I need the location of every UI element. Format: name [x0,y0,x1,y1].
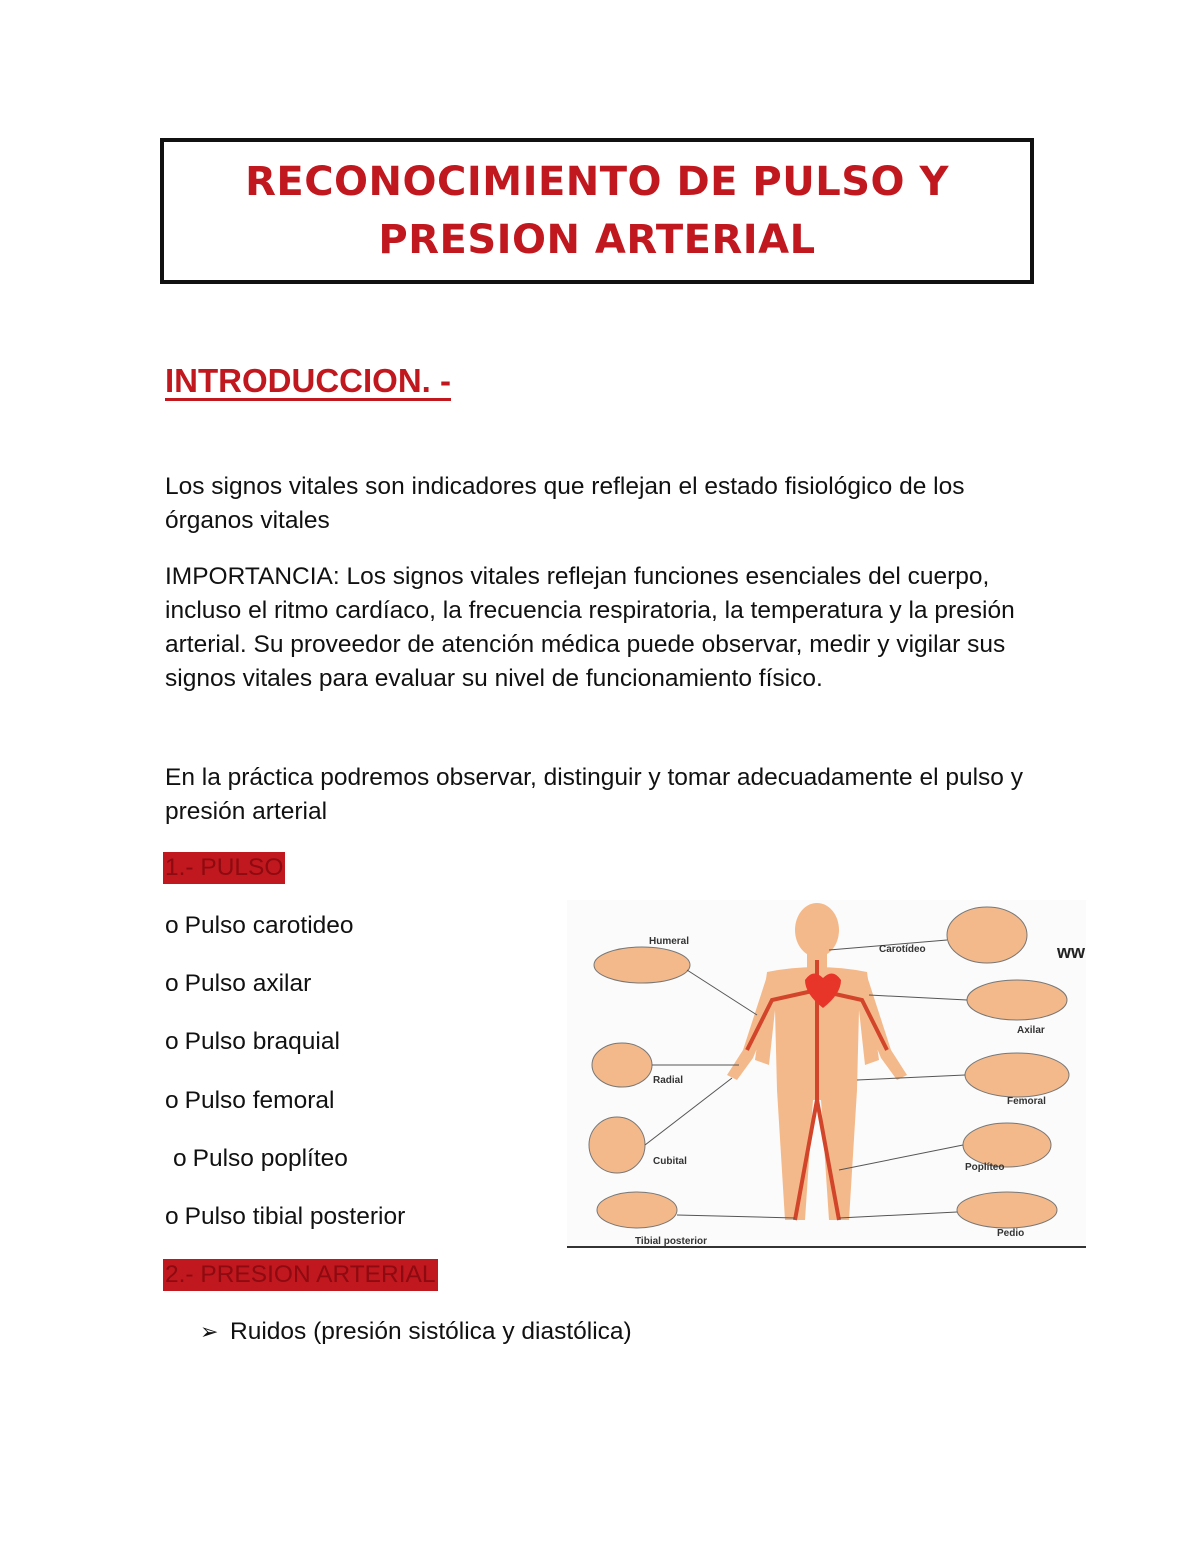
pulse-item-label: Pulso axilar [184,970,312,997]
pulse-item-label: Pulso carotideo [184,912,354,939]
label-pedio: Pedio [997,1228,1025,1239]
ruidos-item-label: Ruidos (presión sistólica y diastólica) [230,1318,632,1345]
bullet-marker: o [165,970,179,997]
pulse-item-label: Pulso braquial [184,1028,340,1055]
section-pulso-label: 1.- PULSO [163,852,285,884]
pulse-item-femoral [165,1085,334,1117]
label-axilar: Axilar [1017,1025,1045,1036]
pulse-item-axilar [165,968,311,1000]
title-box [160,138,1034,284]
importance-paragraph: IMPORTANCIA: Los signos vitales reflejan funciones esenciales del cuerpo, incluso el ritmo cardíaco, la frecuencia respiratoria, la temperatura y la presión arterial. Su proveedor de atención médica puede observar, medir y vigilar sus signos vitales para evaluar su nivel de funcionamiento físico. [165,563,1015,692]
label-femoral: Femoral [1007,1096,1046,1107]
practice-paragraph: En la práctica podremos observar, distinguir y tomar adecuadamente el pulso y presión arterial [165,764,1023,825]
section-presion-label: 2.- PRESION ARTERIAL [163,1259,438,1291]
label-radial: Radial [653,1075,684,1086]
label-humeral: Humeral [649,936,690,947]
pulse-item-carotideo [165,910,354,942]
pulse-item-popliteo [173,1143,348,1175]
watermark-text: ww [1057,942,1086,962]
pulse-points-illustration [567,900,1086,1246]
label-cubital: Cubital [653,1156,687,1167]
pulse-points-figure [567,900,1086,1248]
bullet-marker: o [173,1145,187,1172]
bullet-marker: o [165,1087,179,1114]
bullet-marker: o [165,912,179,939]
pulse-item-braquial [165,1026,340,1058]
pulse-item-tibial [165,1201,405,1233]
intro-paragraph-1: Los signos vitales son indicadores que reflejan el estado fisiológico de los órganos vitales [165,473,965,534]
title-line-2: PRESION ARTERIAL [378,217,816,263]
label-tibial-posterior: Tibial posterior [635,1236,708,1246]
arrow-bullet-icon: ➢ [200,1320,219,1345]
label-popliteo: Poplíteo [965,1162,1005,1173]
pulse-item-label: Pulso poplíteo [192,1145,348,1172]
pulse-item-label: Pulso femoral [184,1087,335,1114]
ruidos-item [200,1316,632,1349]
bullet-marker: o [165,1028,179,1055]
bullet-marker: o [165,1203,179,1230]
label-carotideo: Carotídeo [879,944,926,955]
intro-heading: INTRODUCCION. - [165,362,451,399]
pulse-item-label: Pulso tibial posterior [184,1203,406,1230]
title-line-1: RECONOCIMIENTO DE PULSO Y [245,159,949,205]
